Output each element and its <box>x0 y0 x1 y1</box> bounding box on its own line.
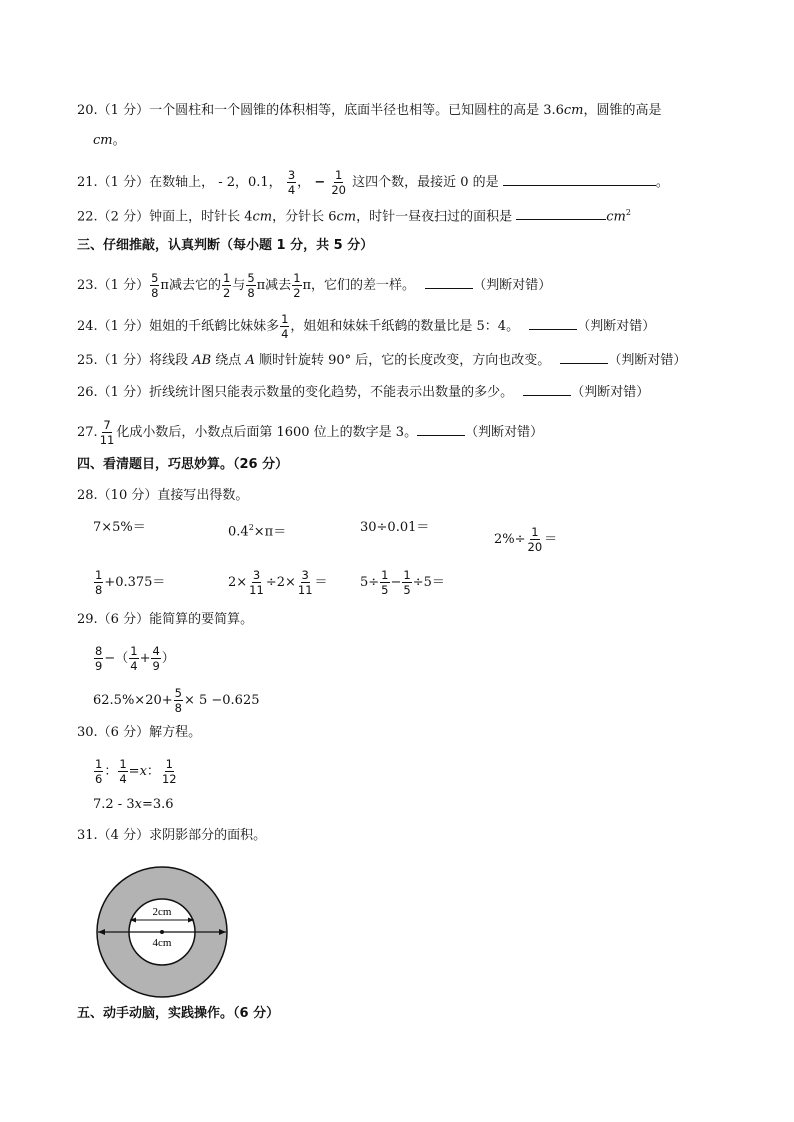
q27: 27. $\frac{7}{11}$ 化成小数后，小数点后面第 1600 位上的数字是 3。 （判断对错） <box>77 418 544 447</box>
q30-title: 30.（6 分）解方程。 <box>77 725 202 740</box>
q22: 22.（2 分）钟面上，时针长 4cm，分针长 6cm，时针一昼夜扫过的面积是 $cm^2$ <box>77 208 631 225</box>
fraction: $\frac{1}{5}$ <box>381 568 389 597</box>
section-3-heading: 三、仔细推敲，认真判断（每小题 1 分，共 5 分） <box>77 238 374 253</box>
fraction: $\frac{5}{8}$ <box>247 271 255 300</box>
fraction: $\frac{4}{9}$ <box>152 644 160 673</box>
fraction: $\frac{1}{4}$ <box>130 644 138 673</box>
section-4-heading: 四、看清题目，巧思妙算。（26 分） <box>77 457 289 472</box>
q28-expr-6: 2× $\frac{3}{11}$ ÷2× $\frac{3}{11}$ ＝ <box>228 568 328 597</box>
q28-title: 28.（10 分）直接写出得数。 <box>77 488 249 503</box>
fraction: $\frac{1}{12}$ <box>161 757 177 786</box>
section-5-heading: 五、动手动脑，实践操作。（6 分） <box>77 1006 280 1021</box>
fraction: $\frac{7}{11}$ <box>99 418 115 447</box>
fraction: $\frac{1}{20}$ <box>331 168 346 197</box>
q28-expr-7: 5÷ $\frac{1}{5}$ − $\frac{1}{5}$ ÷5＝ <box>360 568 445 597</box>
q30-eq-1: $\frac{1}{6}$ ： $\frac{1}{4}$ =x： $\frac{1}{12}$ <box>95 757 177 786</box>
fraction: $\frac{1}{20}$ <box>527 525 543 554</box>
q20-line1: 20.（1 分）一个圆柱和一个圆锥的体积相等，底面半径也相等。已知圆柱的高是 3.6cm，圆锥的高是 <box>77 103 662 118</box>
q28-expr-5: $\frac{1}{8}$ +0.375＝ <box>95 568 166 597</box>
q29-title: 29.（6 分）能简算的要简算。 <box>77 612 254 627</box>
q29-expr-1: $\frac{8}{9}$ −（ $\frac{1}{4}$ + $\frac{4}{9}$ ） <box>95 644 175 673</box>
annulus-figure <box>92 862 232 1002</box>
answer-blank[interactable] <box>417 422 465 436</box>
answer-blank[interactable] <box>425 275 473 289</box>
q31-title: 31.（4 分）求阴影部分的面积。 <box>77 828 267 843</box>
q30-eq-2: 7.2 - 3x=3.6 <box>93 797 174 812</box>
q28-expr-2: $0.4^2\times\pi=$ <box>228 523 287 540</box>
answer-blank[interactable] <box>516 206 606 220</box>
q28-expr-4: 2%÷ $\frac{1}{20}$ ＝ <box>494 525 558 554</box>
fraction: $\frac{3}{11}$ <box>297 568 313 597</box>
fraction: $\frac{1}{8}$ <box>95 568 103 597</box>
q24: 24.（1 分）姐姐的千纸鹤比妹妹多 $\frac{1}{4}$ ，姐姐和妹妹千纸鹤的数量比是 5：4。 （判断对错） <box>77 312 656 341</box>
fraction: $\frac{8}{9}$ <box>95 644 103 673</box>
q20-line2: cm。 <box>93 133 126 148</box>
fraction: $\frac{1}{2}$ <box>222 271 231 300</box>
fraction: $\frac{3}{11}$ <box>249 568 264 597</box>
q23: 23.（1 分） $\frac{5}{8}$ π减去它的 $\frac{1}{2}$ 与 $\frac{5}{8}$ π减去 $\frac{1}{2}$ π，它们的差一样。 （判断对错） <box>77 271 552 300</box>
q21: 21.（1 分）在数轴上， - 2，0.1， $\frac{3}{4}$ ， − $\frac{1}{20}$ 这四个数，最接近 0 的是 。 <box>77 168 669 197</box>
center-point <box>160 930 164 934</box>
q25: 25.（1 分）将线段 AB 绕点 A 顺时针旋转 90° 后，它的长度改变，方向也改变。 （判断对错） <box>77 350 686 371</box>
answer-blank[interactable] <box>523 382 571 396</box>
answer-blank[interactable] <box>503 172 656 186</box>
inner-diameter-label: 2cm <box>152 906 172 918</box>
q29-expr-2: 62.5%×20+ $\frac{5}{8}$ × 5 −0.625 <box>93 686 260 715</box>
fraction: $\frac{1}{4}$ <box>281 312 289 341</box>
fraction: $\frac{1}{6}$ <box>95 757 103 786</box>
outer-diameter-label: 4cm <box>152 937 172 949</box>
fraction: $\frac{5}{8}$ <box>174 686 182 715</box>
answer-blank[interactable] <box>529 316 577 330</box>
q28-expr-3: 30÷0.01＝ <box>360 520 430 535</box>
fraction: $\frac{5}{8}$ <box>151 271 159 300</box>
fraction: $\frac{1}{4}$ <box>119 757 127 786</box>
fraction: $\frac{1}{5}$ <box>403 568 411 597</box>
q26: 26.（1 分）折线统计图只能表示数量的变化趋势，不能表示出数量的多少。 （判断对错） <box>77 382 649 403</box>
q28-expr-1: 7×5%＝ <box>93 520 146 535</box>
fraction: $\frac{3}{4}$ <box>287 168 296 197</box>
fraction: $\frac{1}{2}$ <box>293 271 301 300</box>
answer-blank[interactable] <box>560 350 608 364</box>
